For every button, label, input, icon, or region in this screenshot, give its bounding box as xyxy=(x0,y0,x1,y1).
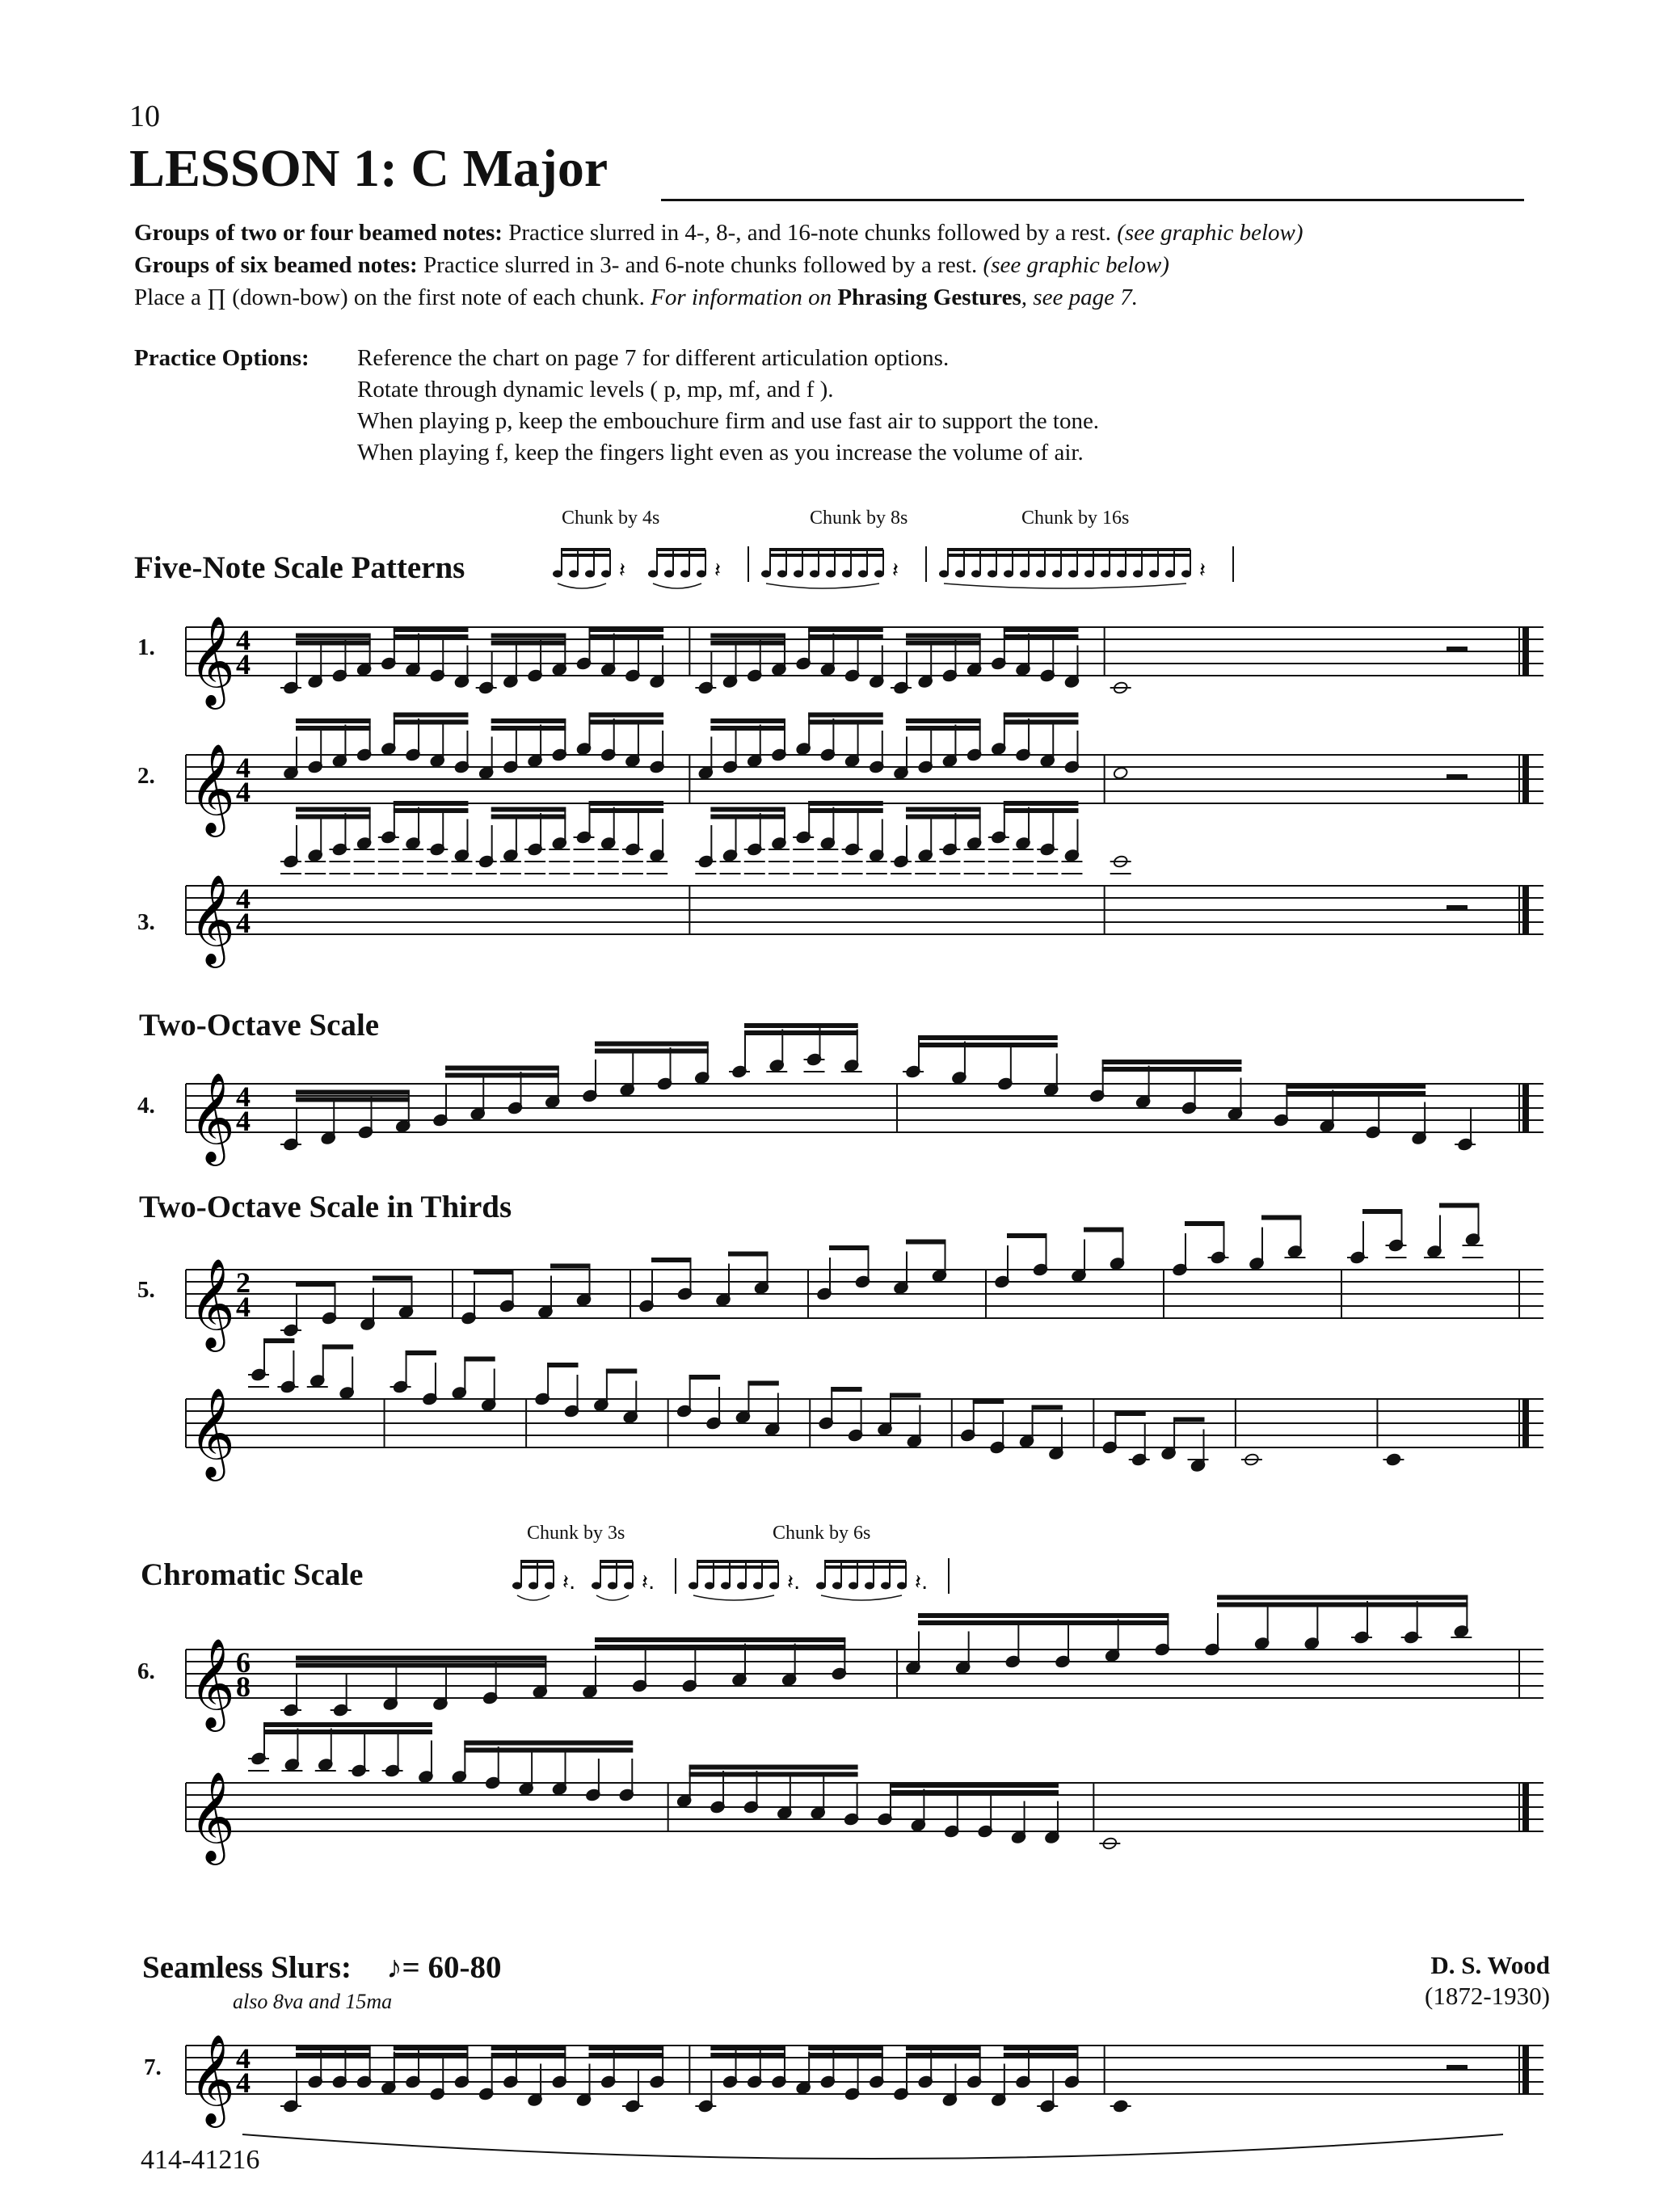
staff-exercise-6 xyxy=(186,1620,1552,1728)
time-signature-bottom: 8 xyxy=(236,1671,251,1703)
composer-name: D. S. Wood xyxy=(1430,1951,1550,1979)
note-beam xyxy=(710,2046,785,2050)
practice-options-lines xyxy=(357,343,1099,469)
slur xyxy=(242,2134,1503,2159)
note-beam xyxy=(394,720,469,725)
time-signature-bottom: 4 xyxy=(236,776,251,808)
treble-clef-icon: 𝄞 xyxy=(189,1637,235,1728)
note-beam xyxy=(561,554,610,557)
slur xyxy=(693,1595,774,1600)
note-beam xyxy=(906,2053,981,2058)
note-beam xyxy=(296,641,371,646)
note-beam xyxy=(394,713,469,718)
time-signature-bottom: 4 xyxy=(236,1105,251,1137)
note-beam xyxy=(918,1620,1169,1625)
note-beam xyxy=(464,1357,495,1362)
note-beam xyxy=(589,720,664,725)
note-beam xyxy=(1114,1411,1145,1416)
exercise-number: 7. xyxy=(144,2054,162,2080)
rest-icon: 𝄽 xyxy=(619,558,625,583)
time-signature-top: 4 xyxy=(236,624,251,656)
treble-clef-icon: 𝄞 xyxy=(189,1258,235,1348)
note-beam xyxy=(296,1663,546,1668)
treble-clef-icon: 𝄞 xyxy=(189,615,235,706)
staff-lines xyxy=(186,1783,1543,1831)
practice-options-label: Practice Options: xyxy=(134,345,310,371)
note-beam xyxy=(1004,634,1079,639)
half-rest xyxy=(1447,774,1468,779)
time-signature-bottom: 4 xyxy=(236,1291,251,1323)
note-beam xyxy=(808,713,883,718)
note-beam xyxy=(656,548,705,551)
half-rest xyxy=(1447,647,1468,651)
note-beam xyxy=(710,726,785,731)
note-beam xyxy=(710,634,785,638)
note-beam xyxy=(1004,713,1079,718)
note-beam xyxy=(547,1363,578,1367)
final-barline xyxy=(1522,2046,1529,2094)
note-beam xyxy=(296,634,371,638)
practice-option-line: Rotate through dynamic levels ( p, mp, mf, and f ). xyxy=(357,377,834,402)
footer-code: 414-41216 xyxy=(141,2145,260,2175)
note-beam xyxy=(394,627,469,632)
note-beam xyxy=(464,1741,633,1746)
note-beam xyxy=(906,718,981,723)
chunk-label-6s: Chunk by 6s xyxy=(773,1523,871,1544)
staff-lines xyxy=(186,1399,1543,1447)
note-beam xyxy=(296,1656,546,1661)
intro-line-3-bold: Phrasing Gestures xyxy=(837,284,1021,310)
rest-icon: 𝄽. xyxy=(642,1570,655,1595)
tempo-marking xyxy=(386,1949,501,1986)
note-beam xyxy=(906,2046,981,2050)
note-beam xyxy=(263,1338,294,1343)
note-beam xyxy=(808,627,883,632)
note-beam xyxy=(595,1049,709,1054)
note-beam xyxy=(808,801,883,806)
intro-line-2-italic: (see graphic below) xyxy=(977,252,1169,278)
note-beam xyxy=(1286,1091,1425,1096)
note-beam xyxy=(710,2053,785,2058)
composer-dates: (1872-1930) xyxy=(1425,1982,1550,2010)
time-signature-bottom: 4 xyxy=(236,907,251,939)
note-beam xyxy=(906,726,981,731)
time-signature-top: 4 xyxy=(236,1081,251,1113)
rest-icon: 𝄽 xyxy=(1199,558,1206,583)
staff-exercise-3 xyxy=(186,857,1552,962)
note-beam xyxy=(744,1030,858,1035)
exercise-number: 6. xyxy=(137,1658,155,1684)
staff-lines xyxy=(186,886,1543,934)
intro-line-3-italic-2: , see page 7. xyxy=(1021,284,1138,310)
note-beam xyxy=(589,627,664,632)
time-signature-bottom: 4 xyxy=(236,2067,251,2099)
note-beam xyxy=(697,1560,778,1563)
note-beam xyxy=(491,815,566,819)
note-beam xyxy=(973,1399,1004,1404)
final-barline xyxy=(1522,1783,1529,1831)
intro-line-3-b: (down-bow) on the first note of each chunk. xyxy=(226,284,651,310)
note-beam xyxy=(520,1560,554,1563)
exercise-number: 4. xyxy=(137,1093,155,1119)
note-beam xyxy=(890,1393,920,1398)
chunk-label-3s: Chunk by 3s xyxy=(527,1523,625,1544)
note-beam xyxy=(829,1245,870,1250)
note-beam xyxy=(263,1722,432,1727)
note-beam xyxy=(464,1748,633,1753)
note-beam xyxy=(651,1258,692,1262)
treble-clef-icon: 𝄞 xyxy=(189,1387,235,1477)
intro-text xyxy=(134,217,1303,314)
slur xyxy=(766,584,879,588)
note-beam xyxy=(769,554,883,557)
note-beam xyxy=(831,1387,861,1392)
note-beam xyxy=(1286,1084,1425,1089)
practice-option-line: When playing p, keep the embouchure firm and use fast air to support the tone. xyxy=(357,408,1100,434)
intro-line-2 xyxy=(134,249,1303,281)
note-beam xyxy=(1261,1216,1302,1220)
staff-exercise-6-continued xyxy=(186,1754,1552,1859)
intro-line-3-italic: For information on xyxy=(651,284,838,310)
note-beam xyxy=(947,554,1190,557)
note-beam xyxy=(1032,1405,1063,1410)
note-beam xyxy=(710,641,785,646)
staff-exercise-5 xyxy=(186,1241,1552,1346)
note-head xyxy=(1113,766,1128,780)
intro-line-1-bold: Groups of two or four beamed notes: xyxy=(134,220,503,246)
section-title-two-octave: Two-Octave Scale xyxy=(139,1008,380,1043)
note-beam xyxy=(918,1613,1169,1618)
lesson-title: LESSON 1: C Major xyxy=(129,139,609,198)
note-beam xyxy=(906,641,981,646)
treble-clef-icon: 𝄞 xyxy=(189,743,235,833)
time-signature-top: 2 xyxy=(236,1266,251,1299)
note-beam xyxy=(394,801,469,806)
note-beam xyxy=(1084,1228,1124,1232)
note-beam xyxy=(445,1073,559,1078)
intro-line-2-text: Practice slurred in 3- and 6-note chunks followed by a rest. xyxy=(417,252,978,278)
performance-note: also 8va and 15ma xyxy=(233,1990,393,2013)
final-barline xyxy=(1522,1084,1529,1132)
treble-clef-icon: 𝄞 xyxy=(189,1072,235,1162)
note-beam xyxy=(697,1565,778,1569)
note-beam xyxy=(728,1252,769,1257)
staff-exercise-4 xyxy=(186,1055,1552,1160)
section-title-thirds: Two-Octave Scale in Thirds xyxy=(139,1190,512,1224)
treble-clef-icon: 𝄞 xyxy=(189,2033,235,2124)
slur xyxy=(558,584,606,588)
note-beam xyxy=(808,2053,883,2058)
note-beam xyxy=(906,1240,946,1245)
note-beam xyxy=(520,1565,554,1569)
slur xyxy=(517,1595,550,1600)
note-beam xyxy=(491,718,566,723)
practice-option-line: Reference the chart on page 7 for different articulation options. xyxy=(357,345,950,371)
final-barline xyxy=(1522,886,1529,934)
note-beam xyxy=(710,718,785,723)
note-beam xyxy=(589,713,664,718)
note-beam xyxy=(710,807,785,812)
rest-icon: 𝄽. xyxy=(787,1570,801,1595)
note-beam xyxy=(1173,1418,1204,1422)
section-title-seamless: Seamless Slurs: xyxy=(142,1950,352,1985)
note-beam xyxy=(918,1043,1058,1047)
note-beam xyxy=(595,1637,845,1642)
down-bow-icon: ∏ xyxy=(207,284,227,310)
note-beam xyxy=(561,548,610,551)
note-beam xyxy=(1004,2053,1079,2058)
note-beam xyxy=(322,1345,353,1350)
note-beam xyxy=(710,815,785,819)
intro-line-3 xyxy=(134,281,1303,314)
time-signature-top: 4 xyxy=(236,2042,251,2075)
chunk-graphic-3-6 xyxy=(509,1552,1107,1600)
intro-line-1-text: Practice slurred in 4-, 8-, and 16-note chunks followed by a rest. xyxy=(502,220,1111,246)
exercise-number: 5. xyxy=(137,1277,155,1303)
practice-option-line: When playing f, keep the fingers light even as you increase the volume of air. xyxy=(357,440,1084,466)
note-beam xyxy=(747,1381,778,1386)
slur xyxy=(653,584,701,588)
half-rest xyxy=(1447,2065,1468,2070)
note-beam xyxy=(890,1783,1059,1788)
note-beam xyxy=(1362,1209,1403,1214)
note-beam xyxy=(906,634,981,638)
note-beam xyxy=(744,1023,858,1028)
treble-clef-icon: 𝄞 xyxy=(189,874,235,964)
note-beam xyxy=(1102,1067,1242,1072)
intro-line-3-a: Place a xyxy=(134,284,208,310)
note-beam xyxy=(373,1276,413,1281)
note-beam xyxy=(1217,1595,1468,1600)
note-beam xyxy=(394,808,469,813)
intro-line-1-italic: (see graphic below) xyxy=(1110,220,1303,246)
note-beam xyxy=(1004,801,1079,806)
note-beam xyxy=(808,2046,883,2050)
note-beam xyxy=(550,1264,591,1269)
note-beam xyxy=(589,634,664,639)
note-beam xyxy=(689,1375,720,1380)
note-beam xyxy=(296,2053,371,2058)
intro-line-1 xyxy=(134,217,1303,249)
time-signature-top: 6 xyxy=(236,1646,251,1679)
note-beam xyxy=(1217,1603,1468,1607)
note-beam xyxy=(296,726,371,731)
section-title-chromatic: Chromatic Scale xyxy=(141,1557,364,1592)
note-beam xyxy=(394,2046,469,2050)
note-beam xyxy=(656,554,705,557)
note-beam xyxy=(296,2046,371,2050)
note-beam xyxy=(296,1098,410,1102)
staff-exercise-7 xyxy=(186,2016,1552,2138)
rest-icon: 𝄽. xyxy=(915,1570,929,1595)
note-beam xyxy=(394,2053,469,2058)
note-beam xyxy=(824,1565,906,1569)
page-number: 10 xyxy=(129,99,160,133)
note-beam xyxy=(589,808,664,813)
note-beam xyxy=(589,2046,664,2050)
note-beam xyxy=(1007,1233,1047,1238)
chunk-label-16s: Chunk by 16s xyxy=(1021,508,1130,529)
eighth-note-icon: ♪ xyxy=(386,1950,402,1985)
note-beam xyxy=(689,1772,858,1777)
note-beam xyxy=(491,641,566,646)
note-beam xyxy=(1004,720,1079,725)
staff-exercise-2 xyxy=(186,726,1552,831)
note-beam xyxy=(445,1066,559,1071)
chunk-label-4s: Chunk by 4s xyxy=(562,508,660,529)
note-beam xyxy=(263,1730,432,1734)
note-beam xyxy=(406,1350,436,1355)
exercise-number: 3. xyxy=(137,909,155,935)
section-title-five-note: Five-Note Scale Patterns xyxy=(134,550,465,585)
note-beam xyxy=(769,548,883,551)
note-beam xyxy=(296,1282,336,1287)
note-beam xyxy=(1004,808,1079,813)
staff-lines xyxy=(186,755,1543,803)
tempo-value: = 60-80 xyxy=(402,1950,502,1985)
note-beam xyxy=(600,1565,633,1569)
note-beam xyxy=(296,718,371,723)
time-signature-bottom: 4 xyxy=(236,648,251,680)
note-beam xyxy=(824,1560,906,1563)
note-beam xyxy=(491,2046,566,2050)
note-beam xyxy=(808,808,883,813)
note-beam xyxy=(491,2053,566,2058)
note-beam xyxy=(1439,1203,1480,1208)
note-beam xyxy=(595,1645,845,1650)
note-beam xyxy=(296,1090,410,1095)
note-beam xyxy=(600,1560,633,1563)
note-beam xyxy=(890,1790,1059,1795)
treble-clef-icon: 𝄞 xyxy=(189,1771,235,1861)
note-beam xyxy=(589,2053,664,2058)
note-beam xyxy=(589,801,664,806)
note-beam xyxy=(296,815,371,819)
note-beam xyxy=(491,726,566,731)
final-barline xyxy=(1522,1399,1529,1447)
note-beam xyxy=(474,1270,514,1275)
final-barline xyxy=(1522,627,1529,676)
note-beam xyxy=(394,634,469,639)
note-beam xyxy=(808,634,883,639)
chunk-graphic-4-8-16 xyxy=(550,540,1390,588)
slur xyxy=(821,1595,902,1600)
note-beam xyxy=(1004,627,1079,632)
note-beam xyxy=(918,1035,1058,1040)
time-signature-top: 4 xyxy=(236,883,251,915)
note-beam xyxy=(1004,2046,1079,2050)
rest-icon: 𝄽. xyxy=(562,1570,576,1595)
exercise-number: 1. xyxy=(137,634,155,660)
note-beam xyxy=(606,1369,637,1374)
time-signature-top: 4 xyxy=(236,752,251,784)
note-beam xyxy=(906,807,981,812)
rest-icon: 𝄽 xyxy=(714,558,721,583)
note-beam xyxy=(595,1042,709,1047)
title-rule xyxy=(661,199,1524,201)
note-beam xyxy=(1185,1221,1225,1226)
note-beam xyxy=(947,548,1190,551)
note-beam xyxy=(1102,1060,1242,1064)
staff-exercise-1 xyxy=(186,598,1552,706)
intro-line-2-bold: Groups of six beamed notes: xyxy=(134,252,418,278)
note-beam xyxy=(808,720,883,725)
slur xyxy=(944,584,1186,588)
exercise-number: 2. xyxy=(137,763,155,789)
chunk-label-8s: Chunk by 8s xyxy=(810,508,908,529)
note-beam xyxy=(689,1765,858,1770)
rest-icon: 𝄽 xyxy=(892,558,899,583)
note-beam xyxy=(491,807,566,812)
half-rest xyxy=(1447,905,1468,910)
note-beam xyxy=(906,815,981,819)
note-beam xyxy=(296,807,371,812)
note-beam xyxy=(491,634,566,638)
final-barline xyxy=(1522,755,1529,803)
slur xyxy=(596,1595,629,1600)
staff-exercise-5-continued xyxy=(186,1370,1552,1475)
